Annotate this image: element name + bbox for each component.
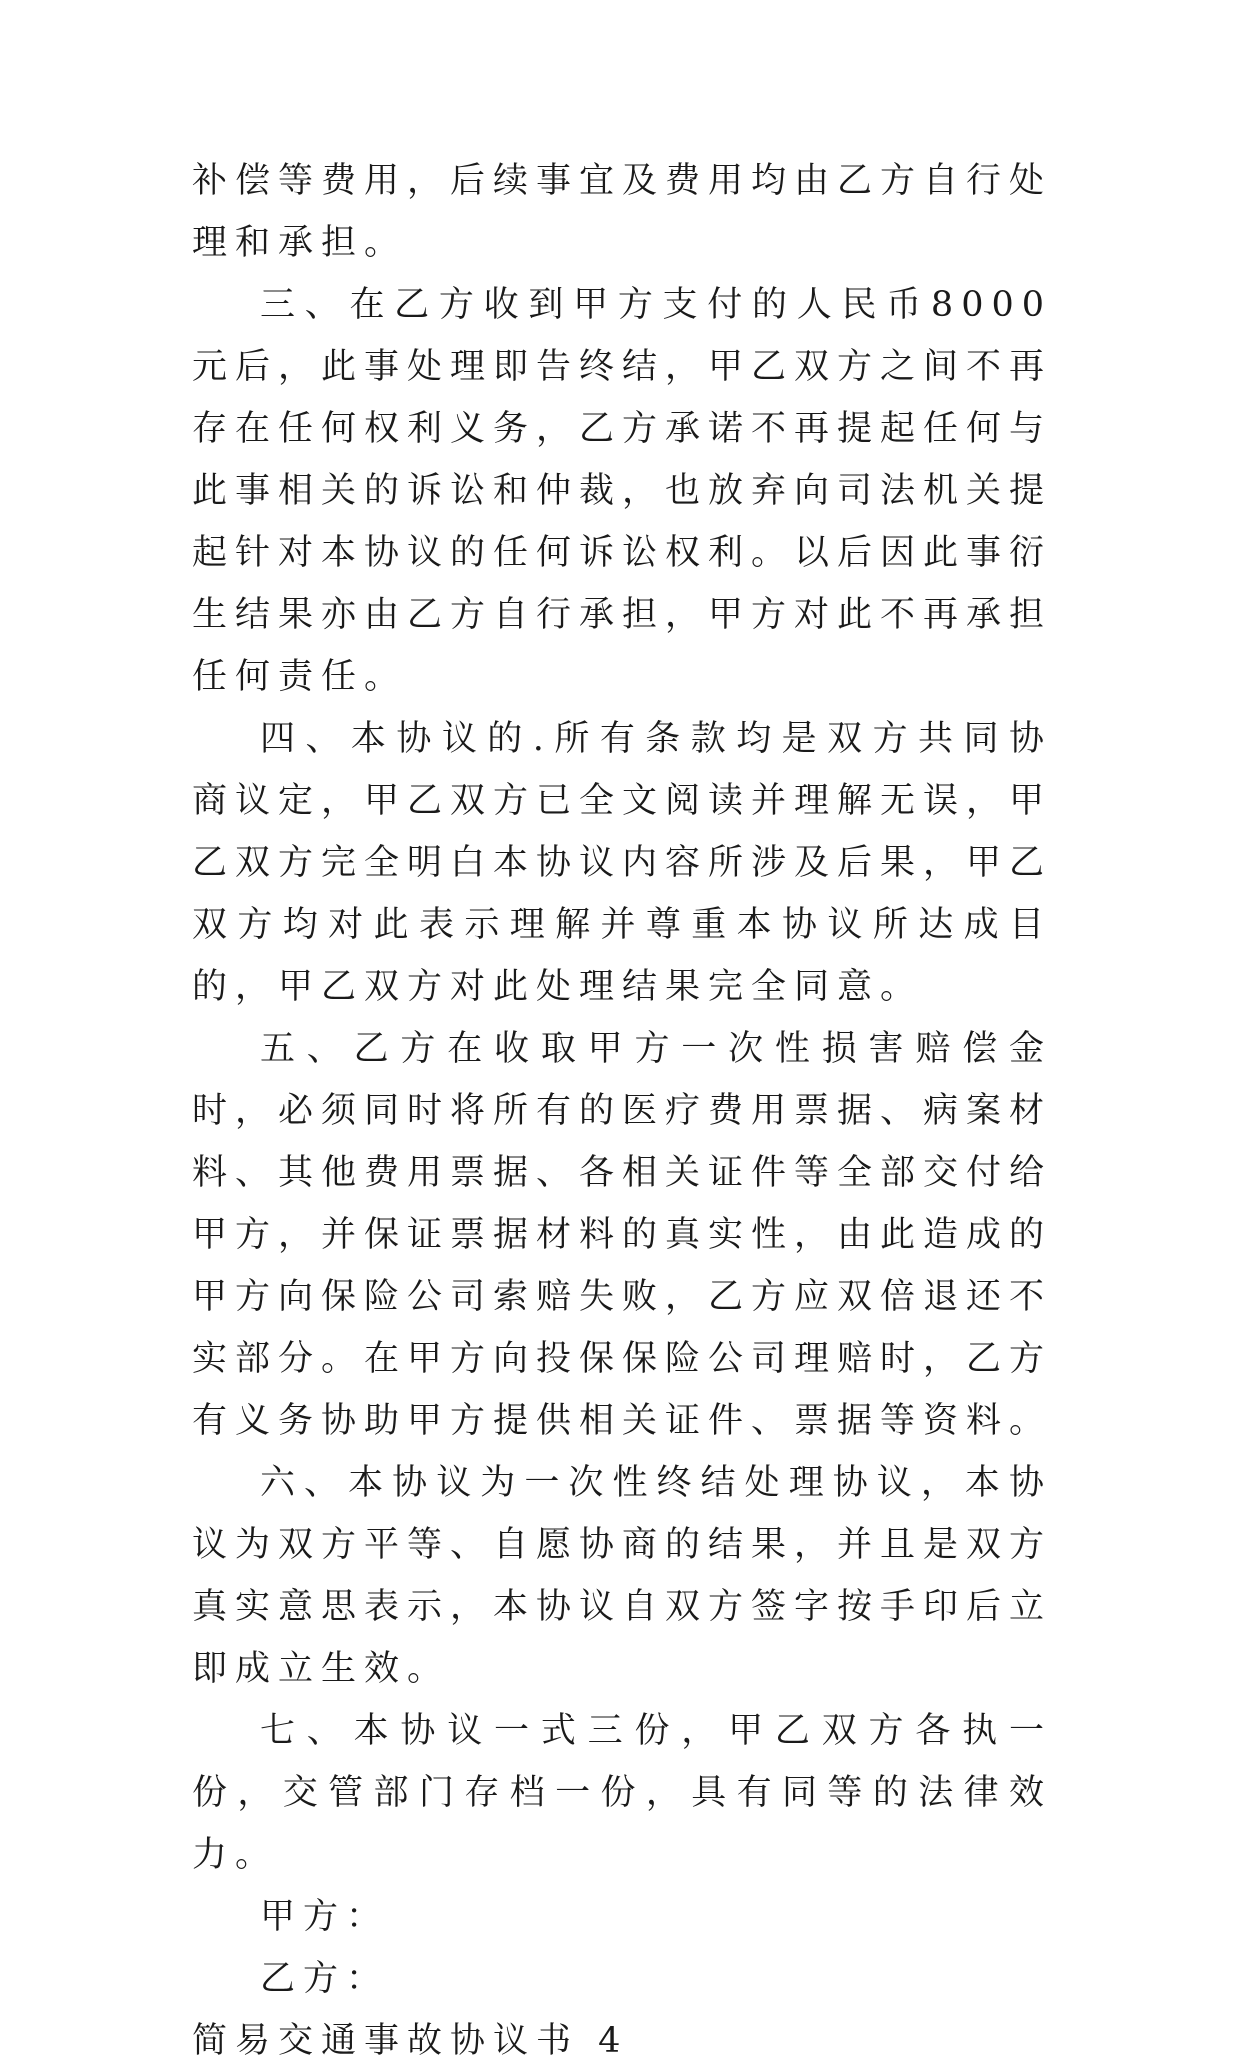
clause-seven: 七、本协议一式三份，甲乙双方各执一份，交管部门存档一份，具有同等的法律效力。 <box>192 1711 1052 1875</box>
next-section-heading: 简易交通事故协议书 4 <box>192 2021 629 2061</box>
clause-four: 四、本协议的.所有条款均是双方共同协商议定，甲乙双方已全文阅读并理解无误，甲乙双方完全明白本协议内容所涉及后果，甲乙双方均对此表示理解并尊重本协议所达成目的，甲乙双方对此处理结果完全同意。 <box>192 719 1053 1007</box>
paragraph-continuation: 补偿等费用，后续事宜及费用均由乙方自行处理和承担。 <box>192 161 1053 263</box>
document-page <box>192 150 1052 2072</box>
party-a-signature-label: 甲方： <box>260 1897 390 1937</box>
clause-six: 六、本协议为一次性终结处理协议，本协议为双方平等、自愿协商的结果，并且是双方真实意思表示，本协议自双方签字按手印后立即成立生效。 <box>192 1463 1053 1689</box>
clause-five: 五、乙方在收取甲方一次性损害赔偿金时，必须同时将所有的医疗费用票据、病案材料、其他费用票据、各相关证件等全部交付给甲方，并保证票据材料的真实性，由此造成的甲方向保险公司索赔失败，乙方应双倍退还不实部分。在甲方向投保保险公司理赔时，乙方有义务协助甲方提供相关证件、票据等资料。 <box>192 1029 1053 1441</box>
clause-three: 三、在乙方收到甲方支付的人民币8000元后，此事处理即告终结，甲乙双方之间不再存在任何权利义务，乙方承诺不再提起任何与此事相关的诉讼和仲裁，也放弃向司法机关提起针对本协议的任何诉讼权利。以后因此事衍生结果亦由乙方自行承担，甲方对此不再承担任何责任。 <box>192 285 1053 697</box>
party-b-signature-label: 乙方： <box>260 1959 390 1999</box>
